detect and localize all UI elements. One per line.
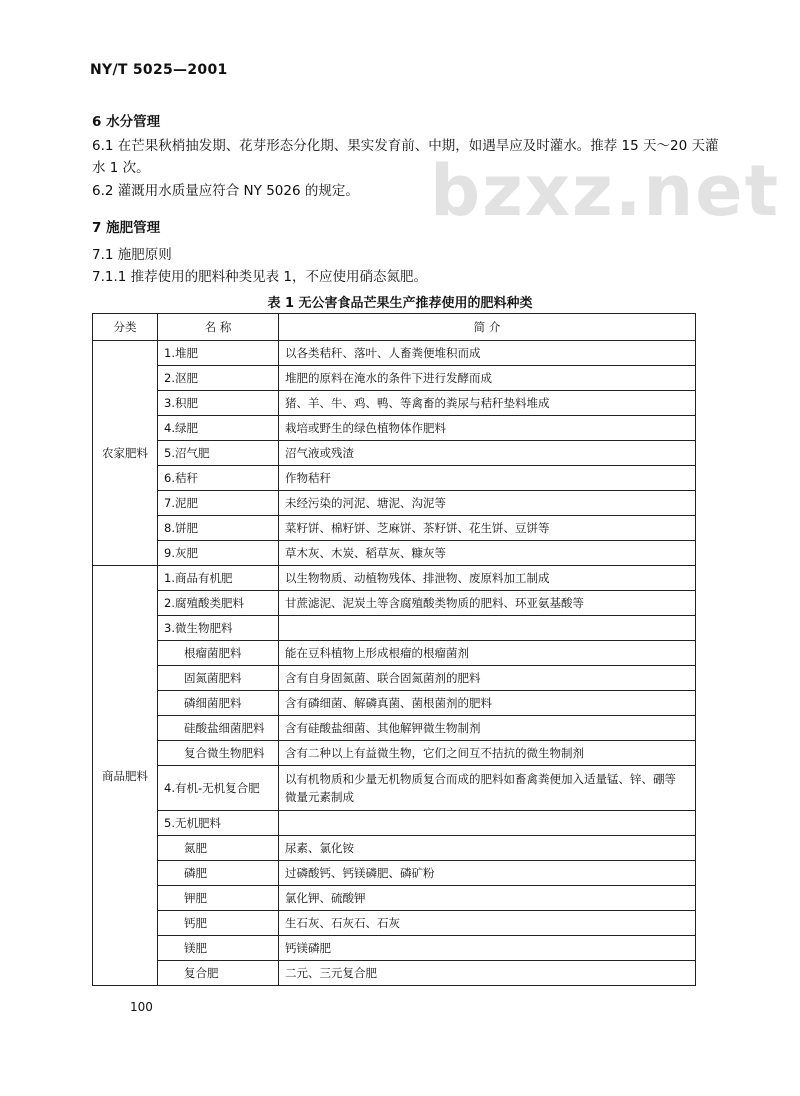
table-row: [93, 491, 696, 516]
fertilizer-name: 6.秸秆: [158, 466, 279, 491]
table-caption: 表 1 无公害食品芒果生产推荐使用的肥料种类: [267, 296, 533, 311]
fertilizer-desc: 钙镁磷肥: [279, 936, 696, 961]
fertilizer-name: 4.绿肥: [158, 416, 279, 441]
fertilizer-desc: 未经污染的河泥、塘泥、沟泥等: [279, 491, 696, 516]
category-farm: 农家肥料: [93, 341, 158, 566]
table-row: [93, 886, 696, 911]
table-row: [93, 961, 696, 986]
fertilizer-desc: 含有二种以上有益微生物，它们之间互不拮抗的微生物制剂: [279, 741, 696, 766]
fertilizer-desc-line1: 以有机物质和少量无机物质复合而成的肥料如畜禽粪便加入适量锰、锌、硼等: [285, 772, 676, 786]
fertilizer-desc: 生石灰、石灰石、石灰: [279, 911, 696, 936]
fertilizer-desc: 含有自身固氮菌、联合固氮菌剂的肥料: [279, 666, 696, 691]
table-row: [93, 466, 696, 491]
fertilizer-name: 9.灰肥: [158, 541, 279, 566]
fertilizer-desc: 尿素、氯化铵: [279, 836, 696, 861]
fertilizer-desc: 含有磷细菌、解磷真菌、菌根菌剂的肥料: [279, 691, 696, 716]
fertilizer-desc: 含有硅酸盐细菌、其他解钾微生物制剂: [279, 716, 696, 741]
fertilizer-name: 5.无机肥料: [158, 811, 279, 836]
table-header-row: [93, 314, 696, 341]
clause-6-1-line2: 水 1 次。: [92, 160, 150, 176]
table-row: [93, 366, 696, 391]
table-row: [93, 341, 696, 366]
fertilizer-name: 1.商品有机肥: [158, 566, 279, 591]
section-7-title: 7 施肥管理: [92, 220, 161, 236]
table-row: [93, 936, 696, 961]
fertilizer-desc: 以生物物质、动植物残体、排泄物、废原料加工制成: [279, 566, 696, 591]
header-name: 名 称: [158, 314, 279, 341]
fertilizer-desc: 栽培或野生的绿色植物体作肥料: [279, 416, 696, 441]
fertilizer-name: 氮肥: [158, 836, 279, 861]
fertilizer-name: 1.堆肥: [158, 341, 279, 366]
table-row: [93, 811, 696, 836]
table-row: [93, 441, 696, 466]
fertilizer-table: [92, 313, 696, 986]
table-row: [93, 861, 696, 886]
fertilizer-desc: 甘蔗滤泥、泥炭土等含腐殖酸类物质的肥料、环亚氨基酸等: [279, 591, 696, 616]
table-row: [93, 616, 696, 641]
section-6-title: 6 水分管理: [92, 114, 161, 130]
table-row: [93, 416, 696, 441]
table-row: [93, 641, 696, 666]
clause-7-1: 7.1 施肥原则: [92, 247, 172, 263]
fertilizer-desc: 草木灰、木炭、稻草灰、糠灰等: [279, 541, 696, 566]
fertilizer-name: 固氮菌肥料: [158, 666, 279, 691]
table-row: [93, 666, 696, 691]
header-description: 简 介: [279, 314, 696, 341]
fertilizer-name: 7.泥肥: [158, 491, 279, 516]
fertilizer-desc: [279, 616, 696, 641]
fertilizer-name: 磷细菌肥料: [158, 691, 279, 716]
fertilizer-desc: 猪、羊、牛、鸡、鸭、等禽畜的粪尿与秸秆垫料堆成: [279, 391, 696, 416]
table-row: [93, 516, 696, 541]
clause-6-2: 6.2 灌溉用水质量应符合 NY 5026 的规定。: [92, 183, 359, 199]
clause-6-1-line1: 6.1 在芒果秋梢抽发期、花芽形态分化期、果实发育前、中期，如遇旱应及时灌水。推荐 15 天～20 天灌: [92, 138, 719, 154]
table-row: [93, 836, 696, 861]
table-row: [93, 591, 696, 616]
fertilizer-desc: 以各类秸秆、落叶、人畜粪便堆积而成: [279, 341, 696, 366]
fertilizer-name: 2.沤肥: [158, 366, 279, 391]
fertilizer-desc: 沼气液或残渣: [279, 441, 696, 466]
table-row: [93, 391, 696, 416]
table-row: [93, 741, 696, 766]
fertilizer-name: 钾肥: [158, 886, 279, 911]
fertilizer-name: 4.有机-无机复合肥: [158, 766, 279, 811]
fertilizer-name: 钙肥: [158, 911, 279, 936]
fertilizer-desc: 堆肥的原料在淹水的条件下进行发酵而成: [279, 366, 696, 391]
fertilizer-name: 8.饼肥: [158, 516, 279, 541]
fertilizer-name: 根瘤菌肥料: [158, 641, 279, 666]
fertilizer-name: 3.微生物肥料: [158, 616, 279, 641]
fertilizer-desc: 过磷酸钙、钙镁磷肥、磷矿粉: [279, 861, 696, 886]
header-category: 分类: [93, 314, 158, 341]
fertilizer-desc: 作物秸秆: [279, 466, 696, 491]
fertilizer-name: 复合肥: [158, 961, 279, 986]
fertilizer-desc: [279, 811, 696, 836]
table-row: [93, 716, 696, 741]
document-code: NY/T 5025—2001: [90, 62, 228, 78]
fertilizer-desc: 菜籽饼、棉籽饼、芝麻饼、茶籽饼、花生饼、豆饼等: [279, 516, 696, 541]
category-commercial: 商品肥料: [93, 566, 158, 986]
fertilizer-name: 3.积肥: [158, 391, 279, 416]
fertilizer-name: 磷肥: [158, 861, 279, 886]
fertilizer-desc-line2: 微量元素制成: [285, 790, 354, 804]
table-row: [93, 911, 696, 936]
fertilizer-desc: [279, 766, 696, 811]
fertilizer-desc: 二元、三元复合肥: [279, 961, 696, 986]
page-number: 100: [130, 1000, 153, 1014]
table-row: [93, 541, 696, 566]
clause-7-1-1: 7.1.1 推荐使用的肥料种类见表 1，不应使用硝态氮肥。: [92, 269, 428, 285]
fertilizer-name: 5.沼气肥: [158, 441, 279, 466]
fertilizer-desc: 能在豆科植物上形成根瘤的根瘤菌剂: [279, 641, 696, 666]
fertilizer-name: 镁肥: [158, 936, 279, 961]
fertilizer-desc: 氯化钾、硫酸钾: [279, 886, 696, 911]
fertilizer-name: 复合微生物肥料: [158, 741, 279, 766]
table-row: [93, 566, 696, 591]
watermark: bzxz.net: [430, 150, 781, 232]
table-row: [93, 766, 696, 811]
fertilizer-name: 2.腐殖酸类肥料: [158, 591, 279, 616]
table-row: [93, 691, 696, 716]
fertilizer-name: 硅酸盐细菌肥料: [158, 716, 279, 741]
